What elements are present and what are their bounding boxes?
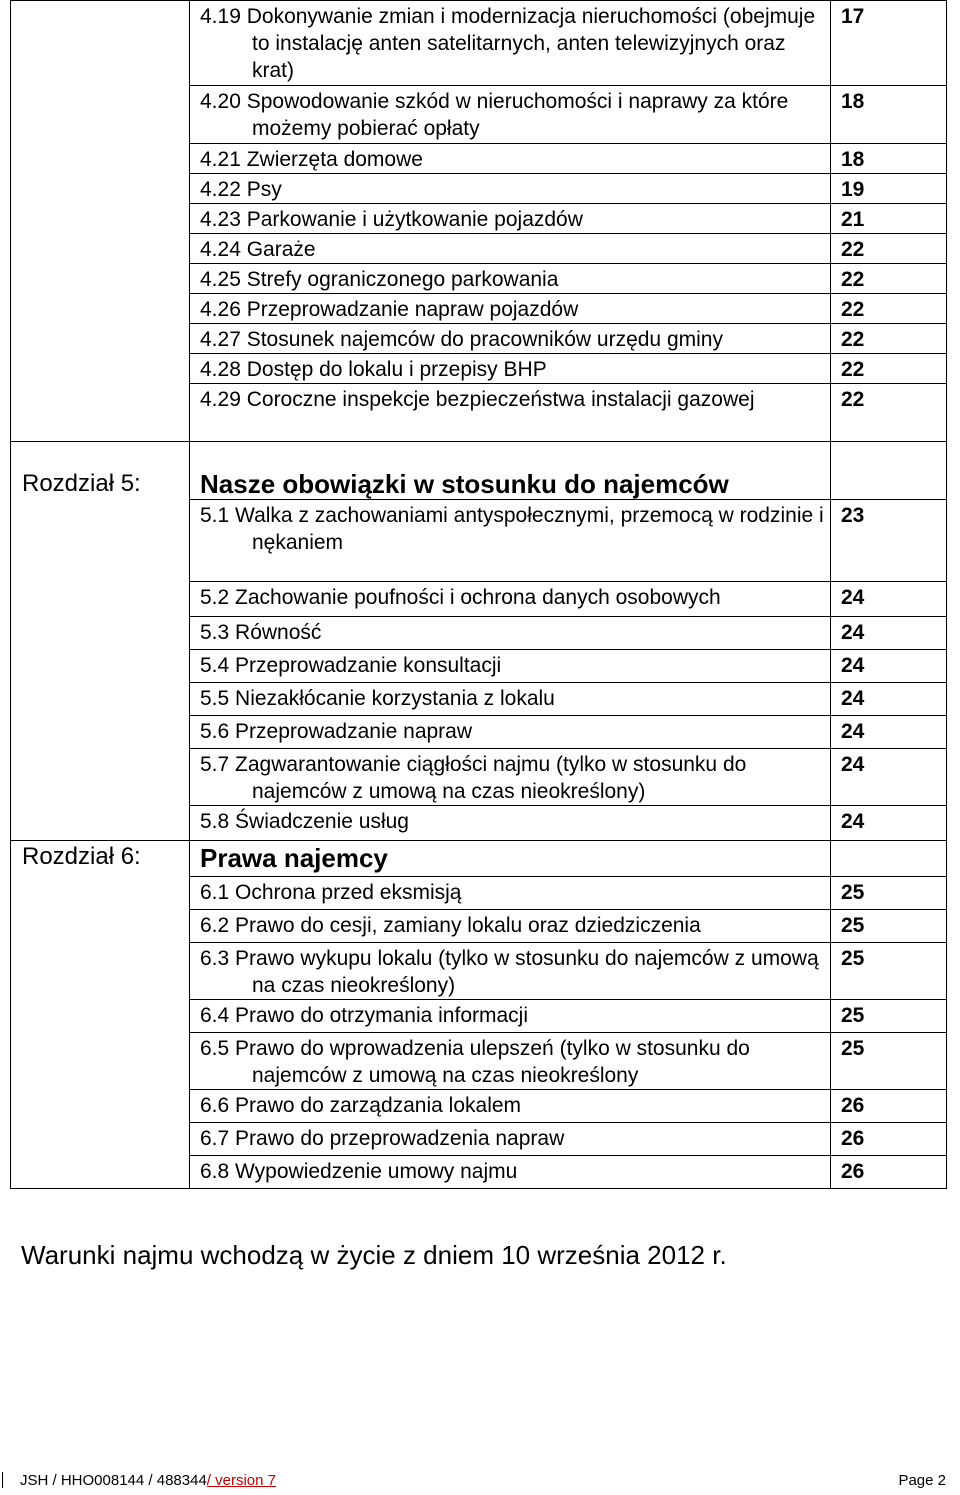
- toc-page-number: 24: [831, 683, 947, 716]
- toc-entry-number: 4.26: [200, 298, 241, 321]
- toc-entry: [190, 1156, 831, 1189]
- toc-entry-number: 6.1: [200, 881, 230, 904]
- toc-entry: [190, 294, 831, 324]
- toc-entry-title: Ochrona przed eksmisją: [235, 881, 462, 904]
- toc-entry-number: 4.21: [200, 148, 241, 171]
- toc-entry-title: Spowodowanie szkód w nieruchomości i naprawy za które możemy pobierać opłaty: [246, 90, 789, 140]
- toc-page-number: 21: [831, 204, 947, 234]
- toc-entry: [190, 650, 831, 683]
- page-footer: [0, 1470, 960, 1490]
- toc-page-number: 22: [831, 294, 947, 324]
- toc-page-number: 19: [831, 174, 947, 204]
- toc-entry: [190, 144, 831, 174]
- toc-entry: [190, 806, 831, 841]
- toc-page-number: 26: [831, 1156, 947, 1189]
- toc-page-number: 25: [831, 877, 947, 910]
- toc-page-number: 18: [831, 86, 947, 144]
- page-cell-empty: [831, 442, 947, 500]
- toc-entry-title: Zachowanie poufności i ochrona danych osobowych: [235, 586, 721, 609]
- toc-page-number: 26: [831, 1123, 947, 1156]
- page-cell-empty: [831, 841, 947, 877]
- toc-page-number: 24: [831, 749, 947, 806]
- toc-entry-title: Wypowiedzenie umowy najmu: [235, 1160, 518, 1183]
- toc-entry-title: Prawo do otrzymania informacji: [235, 1004, 528, 1027]
- toc-entry-number: 4.22: [200, 178, 241, 201]
- toc-entry: [190, 354, 831, 384]
- toc-entry-title: Garaże: [246, 238, 316, 261]
- toc-entry-title: Przeprowadzanie konsultacji: [235, 654, 502, 677]
- chapter-heading: Prawa najemcy: [190, 841, 831, 877]
- toc-entry-number: 4.19: [200, 5, 241, 28]
- toc-entry: [190, 716, 831, 749]
- toc-entry-number: 5.3: [200, 621, 230, 644]
- toc-entry-number: 5.7: [200, 753, 230, 776]
- toc-entry-number: 5.2: [200, 586, 230, 609]
- footer-divider: [2, 1472, 3, 1488]
- toc-entry-number: 6.2: [200, 914, 230, 937]
- toc-page-number: 22: [831, 324, 947, 354]
- toc-entry-number: 5.4: [200, 654, 230, 677]
- version-link[interactable]: / version 7: [206, 1472, 276, 1489]
- toc-entry-number: 4.20: [200, 90, 241, 113]
- reference-code: JSH / HHO008144 / 488344: [20, 1472, 207, 1489]
- toc-page-number: 26: [831, 1090, 947, 1123]
- toc-entry-title: Dostęp do lokalu i przepisy BHP: [246, 358, 547, 381]
- toc-entry-title: Prawo wykupu lokalu (tylko w stosunku do najemców z umową na czas nieokreślony): [235, 947, 819, 997]
- toc-entry: [190, 1033, 831, 1090]
- toc-entry-number: 4.27: [200, 328, 241, 351]
- toc-entry-number: 4.28: [200, 358, 241, 381]
- toc-page-number: 25: [831, 943, 947, 1000]
- chapter-label-empty: [11, 1, 190, 442]
- toc-page-number: 18: [831, 144, 947, 174]
- toc-entry-title: Przeprowadzanie napraw: [235, 720, 473, 743]
- toc-entry-title: Strefy ograniczonego parkowania: [246, 268, 559, 291]
- toc-page-number: 25: [831, 1033, 947, 1090]
- toc-entry-number: 6.8: [200, 1160, 230, 1183]
- chapter-heading-row: [11, 841, 947, 877]
- toc-entry-number: 4.29: [200, 388, 241, 411]
- toc-entry: [190, 1090, 831, 1123]
- toc-entry: [190, 324, 831, 354]
- toc-page-number: 17: [831, 1, 947, 86]
- toc-entry: [190, 384, 831, 442]
- toc-entry-title: Przeprowadzanie napraw pojazdów: [246, 298, 579, 321]
- table-of-contents: [10, 0, 947, 1189]
- toc-page-number: 25: [831, 910, 947, 943]
- toc-page-number: 22: [831, 354, 947, 384]
- toc-entry: [190, 943, 831, 1000]
- toc-entry: [190, 617, 831, 650]
- toc-entry-title: Równość: [235, 621, 322, 644]
- toc-entry-number: 4.24: [200, 238, 241, 261]
- toc-entry-title: Walka z zachowaniami antyspołecznymi, przemocą w rodzinie i nękaniem: [235, 504, 824, 554]
- toc-page-number: 23: [831, 500, 947, 582]
- toc-entry-title: Dokonywanie zmian i modernizacja nieruchomości (obejmuje to instalację anten satelitarnych, anten telewizyjnych oraz krat): [246, 5, 816, 82]
- toc-entry-number: 5.8: [200, 810, 230, 833]
- toc-entry-title: Prawo do przeprowadzenia napraw: [235, 1127, 565, 1150]
- toc-entry-title: Niezakłócanie korzystania z lokalu: [235, 687, 555, 710]
- toc-entry: [190, 1000, 831, 1033]
- toc-entry-title: Parkowanie i użytkowanie pojazdów: [246, 208, 583, 231]
- document-reference: [20, 1472, 276, 1489]
- chapter-heading: Nasze obowiązki w stosunku do najemców: [190, 442, 831, 500]
- toc-entry-title: Stosunek najemców do pracowników urzędu gminy: [246, 328, 723, 351]
- toc-entry-number: 5.5: [200, 687, 230, 710]
- toc-entry-number: 6.3: [200, 947, 230, 970]
- toc-entry: [190, 204, 831, 234]
- toc-entry: [190, 1, 831, 86]
- toc-entry-number: 5.1: [200, 504, 230, 527]
- toc-entry-title: Coroczne inspekcje bezpieczeństwa instalacji gazowej: [246, 388, 755, 411]
- toc-entry-number: 6.7: [200, 1127, 230, 1150]
- toc-entry: [190, 1123, 831, 1156]
- toc-entry-number: 4.23: [200, 208, 241, 231]
- chapter-heading-row: [11, 442, 947, 500]
- toc-entry-title: Świadczenie usług: [235, 810, 409, 833]
- toc-page-number: 24: [831, 650, 947, 683]
- toc-entry-title: Prawo do wprowadzenia ulepszeń (tylko w stosunku do najemców z umową na czas nieokreślony: [235, 1037, 750, 1087]
- toc-entry: [190, 500, 831, 582]
- toc-entry-number: 6.5: [200, 1037, 230, 1060]
- toc-entry-number: 4.25: [200, 268, 241, 291]
- toc-page-number: 22: [831, 234, 947, 264]
- toc-page-number: 24: [831, 716, 947, 749]
- toc-page-number: 22: [831, 264, 947, 294]
- toc-entry: [190, 234, 831, 264]
- toc-entry: [190, 877, 831, 910]
- toc-entry-title: Psy: [246, 178, 282, 201]
- toc-entry: [190, 910, 831, 943]
- toc-page-number: 25: [831, 1000, 947, 1033]
- toc-entry-row: [11, 1, 947, 86]
- chapter-label: Rozdział 5:: [11, 442, 190, 841]
- toc-page-number: 24: [831, 806, 947, 841]
- toc-entry-title: Zagwarantowanie ciągłości najmu (tylko w stosunku do najemców z umową na czas nieokreślony): [235, 753, 747, 803]
- toc-entry: [190, 86, 831, 144]
- toc-entry-number: 5.6: [200, 720, 230, 743]
- page-number: Page 2: [898, 1472, 946, 1489]
- toc-entry: [190, 749, 831, 806]
- toc-page-number: 22: [831, 384, 947, 442]
- toc-entry-number: 6.6: [200, 1094, 230, 1117]
- toc-entry-title: Zwierzęta domowe: [246, 148, 423, 171]
- toc-entry: [190, 683, 831, 716]
- toc-entry-title: Prawo do cesji, zamiany lokalu oraz dziedziczenia: [235, 914, 701, 937]
- toc-page-number: 24: [831, 582, 947, 617]
- toc-entry-title: Prawo do zarządzania lokalem: [235, 1094, 522, 1117]
- toc-page-number: 24: [831, 617, 947, 650]
- effective-date-statement: Warunki najmu wchodzą w życie z dniem 10 września 2012 r.: [21, 1240, 727, 1270]
- chapter-label: Rozdział 6:: [11, 841, 190, 1189]
- toc-entry: [190, 174, 831, 204]
- toc-entry-number: 6.4: [200, 1004, 230, 1027]
- toc-entry: [190, 264, 831, 294]
- toc-entry: [190, 582, 831, 617]
